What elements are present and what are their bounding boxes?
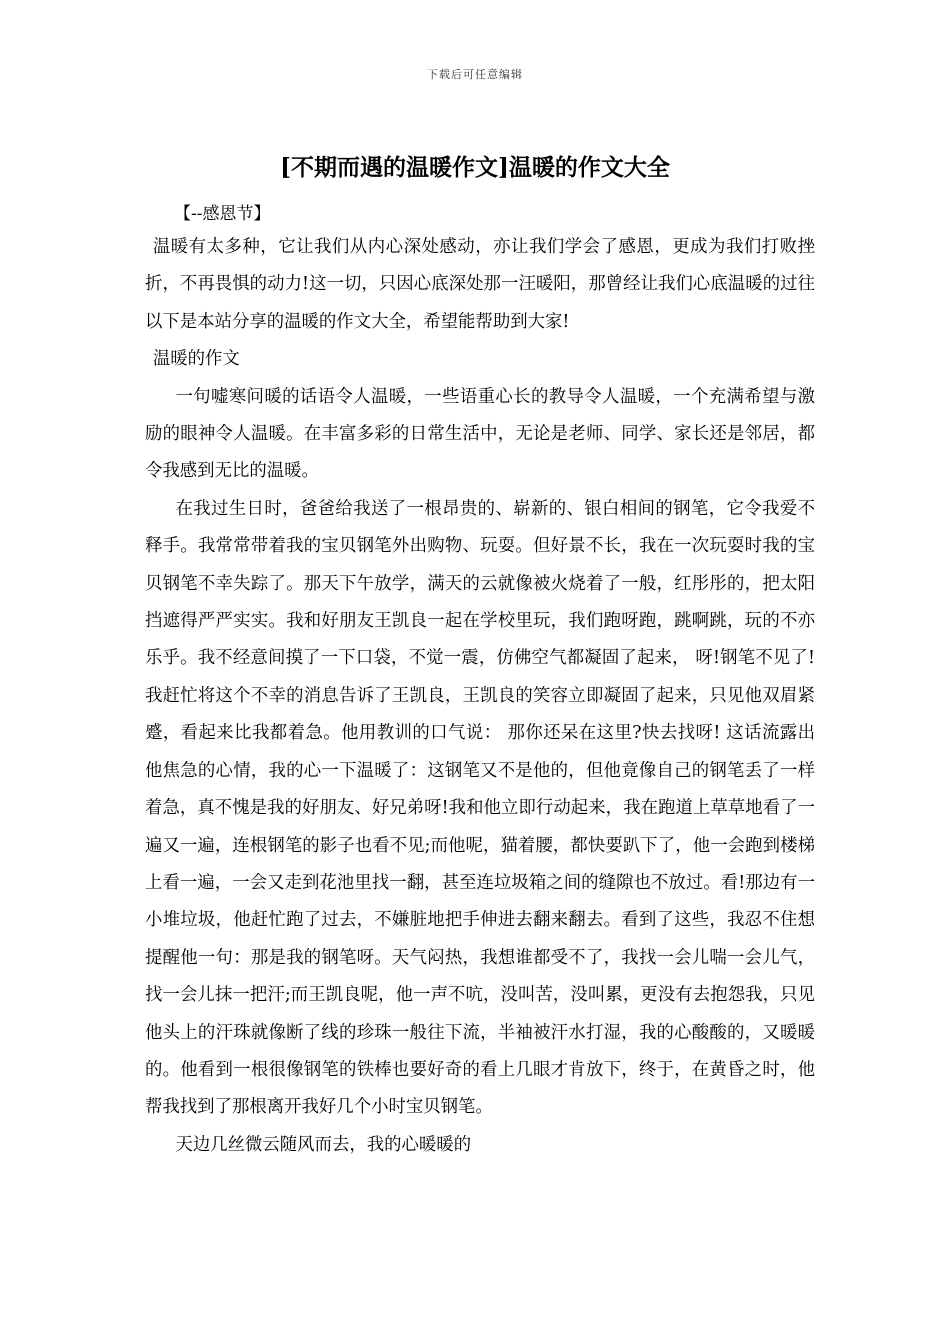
page-header-note: 下载后可任意编辑 — [427, 68, 523, 81]
document-title: [不期而遇的温暖作文]温暖的作文大全 — [280, 154, 670, 181]
essay-paragraph: 一句嘘寒问暖的话语令人温暖，一些语重心长的教导令人温暖，一个充满希望与激励的眼神令人温暖。在丰富多彩的日常生活中，无论是老师、同学、家长还是邻居，都令我感到无比的温暖。 — [145, 386, 815, 482]
intro-paragraph: 温暖有太多种，它让我们从内心深处感动，亦让我们学会了感恩，更成为我们打败挫折，不再畏惧的动力!这一切，只因心底深处那一汪暖阳，那曾经让我们心底温暖的过往 以下是本站分享的温暖的作文大全，希望能帮助到大家! — [145, 237, 815, 332]
document-body — [145, 229, 815, 1164]
essay-paragraph: 在我过生日时，爸爸给我送了一根昂贵的、崭新的、银白相间的钢笔，它令我爱不释手。我常常带着我的宝贝钢笔外出购物、玩耍。但好景不长，我在一次玩耍时我的宝贝钢笔不幸失踪了。那天下午放学，满天的云就像被火烧着了一般，红彤彤的，把太阳挡遮得严严实实。我和好朋友王凯良一起在学校里玩，我们跑呀跑，跳啊跳，玩的不亦乐乎。我不经意间摸了一下口袋，不觉一震，仿佛空气都凝固了起来， 呀!钢笔不见了! 我赶忙将这个不幸的消息告诉了王凯良，王凯良的笑容立即凝固了起来，只见他双眉紧蹙，看起来比我都着急。他用教训的口气说： 那你还呆在这里?快去找呀! 这话流露出他焦急的心情，我的心一下温暖了：这钢笔又不是他的，但他竟像自己的钢笔丢了一样着急，真不愧是我的好朋友、好兄弟呀!我和他立即行动起来，我在跑道上草草地看了一遍又一遍，连根钢笔的影子也看不见;而他呢，猫着腰，都快要趴下了，他一会跑到楼梯上看一遍，一会又走到花池里找一翻，甚至连垃圾箱之间的缝隙也不放过。看!那边有一小堆垃圾，他赶忙跑了过去，不嫌脏地把手伸进去翻来翻去。看到了这些，我忍不住想提醒他一句：那是我的钢笔呀。天气闷热，我想谁都受不了，我找一会儿喘一会儿气，找一会儿抹一把汗;而王凯良呢，他一声不吭，没叫苦，没叫累，更没有去抱怨我，只见他头上的汗珠就像断了线的珍珠一般往下流，半袖被汗水打湿，我的心酸酸的，又暖暖的。他看到一根很像钢笔的铁棒也要好奇的看上几眼才肯放下，终于，在黄昏之时，他帮我找到了那根离开我好几个小时宝贝钢笔。 — [145, 498, 815, 1118]
essay-subtitle: 温暖的作文 — [152, 349, 240, 370]
essay-paragraph: 天边几丝微云随风而去，我的心暖暖的 — [175, 1134, 472, 1155]
section-label: 【--感恩节】 — [174, 204, 271, 224]
